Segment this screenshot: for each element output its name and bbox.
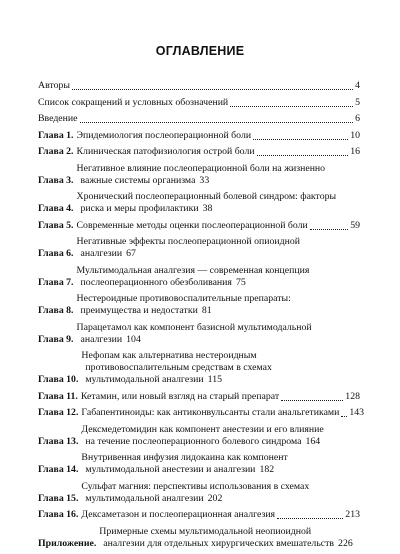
dot-leader — [80, 122, 354, 123]
toc-entry-title-line: мультимодальной анестезии и аналгезии — [85, 464, 256, 475]
page-title: ОГЛАВЛЕНИЕ — [155, 44, 245, 58]
dot-leader — [341, 416, 347, 417]
toc-entry-title-line: Хронический послеоперационный болевой синдром: факторы — [76, 191, 337, 202]
toc-entry-title-line: Клиническая патофизиология острой боли — [76, 146, 255, 157]
dot-leader — [310, 229, 348, 230]
toc-entry-title-line: риска и меры профилактики — [80, 203, 199, 214]
toc-entry-page-number: 143 — [349, 407, 365, 418]
toc-entry-label: Глава 16. — [38, 509, 79, 520]
toc-entry[interactable] — [38, 526, 360, 550]
toc-entry-title-line: Нефопам как альтернатива нестероидным — [81, 350, 257, 361]
toc-entry-title-line: Эпидемиология послеоперационной боли — [76, 129, 252, 141]
toc-entry-title-line: важные системы организма — [80, 174, 196, 186]
toc-entry-label: Глава 13. — [38, 435, 79, 447]
toc-entry[interactable] — [38, 293, 360, 317]
toc-entry-label: Глава 9. — [38, 333, 74, 345]
toc-entry[interactable] — [38, 191, 360, 215]
toc-entry-page-number: 115 — [207, 374, 222, 385]
toc-entry-title-line: Парацетамол как компонент базисной мультимодальной — [76, 321, 312, 333]
toc-entry-label: Глава 1. — [38, 129, 74, 141]
toc-entry-label: Глава 5. — [38, 219, 74, 231]
toc-entry-title-line: Кетамин, или новый взгляд на старый препарат — [80, 390, 280, 402]
dot-leader — [253, 139, 348, 140]
toc-entry[interactable] — [38, 452, 360, 476]
toc-entry[interactable] — [38, 424, 360, 448]
toc-entry-page-number: 75 — [235, 276, 246, 288]
toc-entry[interactable] — [38, 113, 360, 125]
toc-entry[interactable] — [38, 407, 365, 419]
toc-entry[interactable] — [38, 350, 360, 386]
toc-entry[interactable] — [38, 322, 360, 346]
dot-leader — [281, 400, 343, 401]
toc-entry-label: Глава 10. — [38, 374, 79, 385]
toc-entry-label: Глава 11. — [38, 390, 78, 402]
dot-leader — [230, 106, 353, 107]
table-of-contents — [38, 80, 365, 554]
toc-entry-page-number: 33 — [199, 174, 210, 186]
toc-entry-page-number: 4 — [355, 80, 360, 91]
toc-entry-title-line: Негативное влияние послеоперационной боли на жизненно — [76, 162, 326, 174]
toc-entry-page-number: 81 — [201, 305, 212, 316]
toc-entry-label: Глава 8. — [38, 305, 74, 316]
toc-entry-label: Глава 12. — [38, 407, 79, 418]
toc-entry-title-line: Мультимодальная аналгезия — современная концепция — [76, 264, 310, 276]
dot-leader — [257, 155, 349, 156]
toc-entry-title-line: Сульфат магния: перспективы использования в схемах — [81, 480, 310, 492]
toc-entry-title-line: на течение послеоперационного болевого синдрома — [85, 435, 302, 447]
toc-entry-title-line: Дексаметазон и послеоперационная аналгезия — [81, 509, 276, 520]
toc-entry[interactable] — [38, 130, 360, 142]
toc-entry[interactable] — [38, 265, 360, 289]
toc-entry-label: Приложение. — [38, 537, 97, 549]
toc-entry-label: Глава 2. — [38, 146, 74, 157]
toc-entry[interactable] — [38, 220, 360, 232]
toc-entry-title-line: Внутривенная инфузия лидокаина как компонент — [81, 452, 288, 463]
toc-entry[interactable] — [38, 97, 360, 109]
toc-entry-page-number: 10 — [350, 129, 360, 141]
toc-entry-title-line: Авторы — [38, 80, 70, 91]
toc-entry-page-number: 67 — [126, 248, 136, 259]
toc-entry[interactable] — [38, 391, 360, 403]
toc-entry-title-line: аналгезии — [80, 248, 123, 259]
toc-entry[interactable] — [38, 163, 360, 187]
toc-entry-page-number: 6 — [355, 113, 360, 124]
toc-entry-label: Глава 4. — [38, 203, 74, 214]
toc-entry[interactable] — [38, 146, 360, 158]
toc-entry-label: Глава 3. — [38, 174, 74, 186]
toc-entry-title-line: аналгезии для отдельных хирургических вмешательств — [103, 537, 335, 549]
toc-entry[interactable] — [38, 509, 360, 521]
toc-entry-page-number: 213 — [345, 509, 360, 520]
toc-entry-title-line: преимущества и недостатки — [80, 305, 198, 316]
toc-entry-title-line: Примерные схемы мультимодальной неопиоидной — [99, 525, 312, 537]
toc-entry-title-line: Дексмедетомидин как компонент анестезии и его влияние — [81, 423, 324, 435]
toc-entry-title-line: Современные методы оценки послеоперационной боли — [76, 219, 308, 231]
toc-entry-page-number: 16 — [350, 146, 360, 157]
toc-entry-title-line: мультимодальной аналгезии — [85, 492, 204, 504]
toc-entry-page-number: 128 — [345, 390, 360, 402]
toc-entry-page-number: 164 — [305, 435, 321, 447]
toc-entry-title-line: Введение — [38, 113, 78, 124]
toc-entry-page-number: 104 — [126, 333, 141, 345]
toc-entry-title-line: послеоперационного обезболивания — [80, 276, 232, 288]
toc-entry-label: Глава 14. — [38, 464, 79, 475]
toc-entry-label: Глава 15. — [38, 492, 79, 504]
toc-entry-title-line: Список сокращений и условных обозначений — [38, 96, 229, 108]
toc-entry-title-line: мультимодальной аналгезии — [85, 374, 204, 385]
toc-entry-page-number: 5 — [355, 96, 360, 108]
toc-entry-title-line: противовоспалительным средствам в схемах — [85, 362, 272, 373]
toc-entry-label: Глава 7. — [38, 276, 74, 288]
toc-entry-page-number: 226 — [338, 537, 353, 549]
dot-leader — [277, 518, 343, 519]
toc-entry-page-number: 38 — [202, 203, 213, 214]
toc-entry[interactable] — [38, 481, 360, 505]
toc-entry-title-line: Габапентиноиды: как антиконвульсанты стали анальгетиками — [81, 407, 340, 418]
toc-entry[interactable] — [38, 80, 360, 92]
toc-entry-page-number: 182 — [259, 464, 275, 475]
toc-entry-title-line: Нестероидные противовоспалительные препараты: — [76, 293, 291, 304]
toc-entry-title-line: Негативные эффекты послеоперационной опиоидной — [76, 236, 300, 247]
toc-entry-title-line: аналгезии — [80, 333, 123, 345]
toc-entry-page-number: 202 — [207, 492, 223, 504]
toc-entry-label: Глава 6. — [38, 248, 74, 259]
toc-entry[interactable] — [38, 236, 360, 260]
toc-entry-page-number: 59 — [350, 219, 360, 231]
dot-leader — [72, 89, 353, 90]
